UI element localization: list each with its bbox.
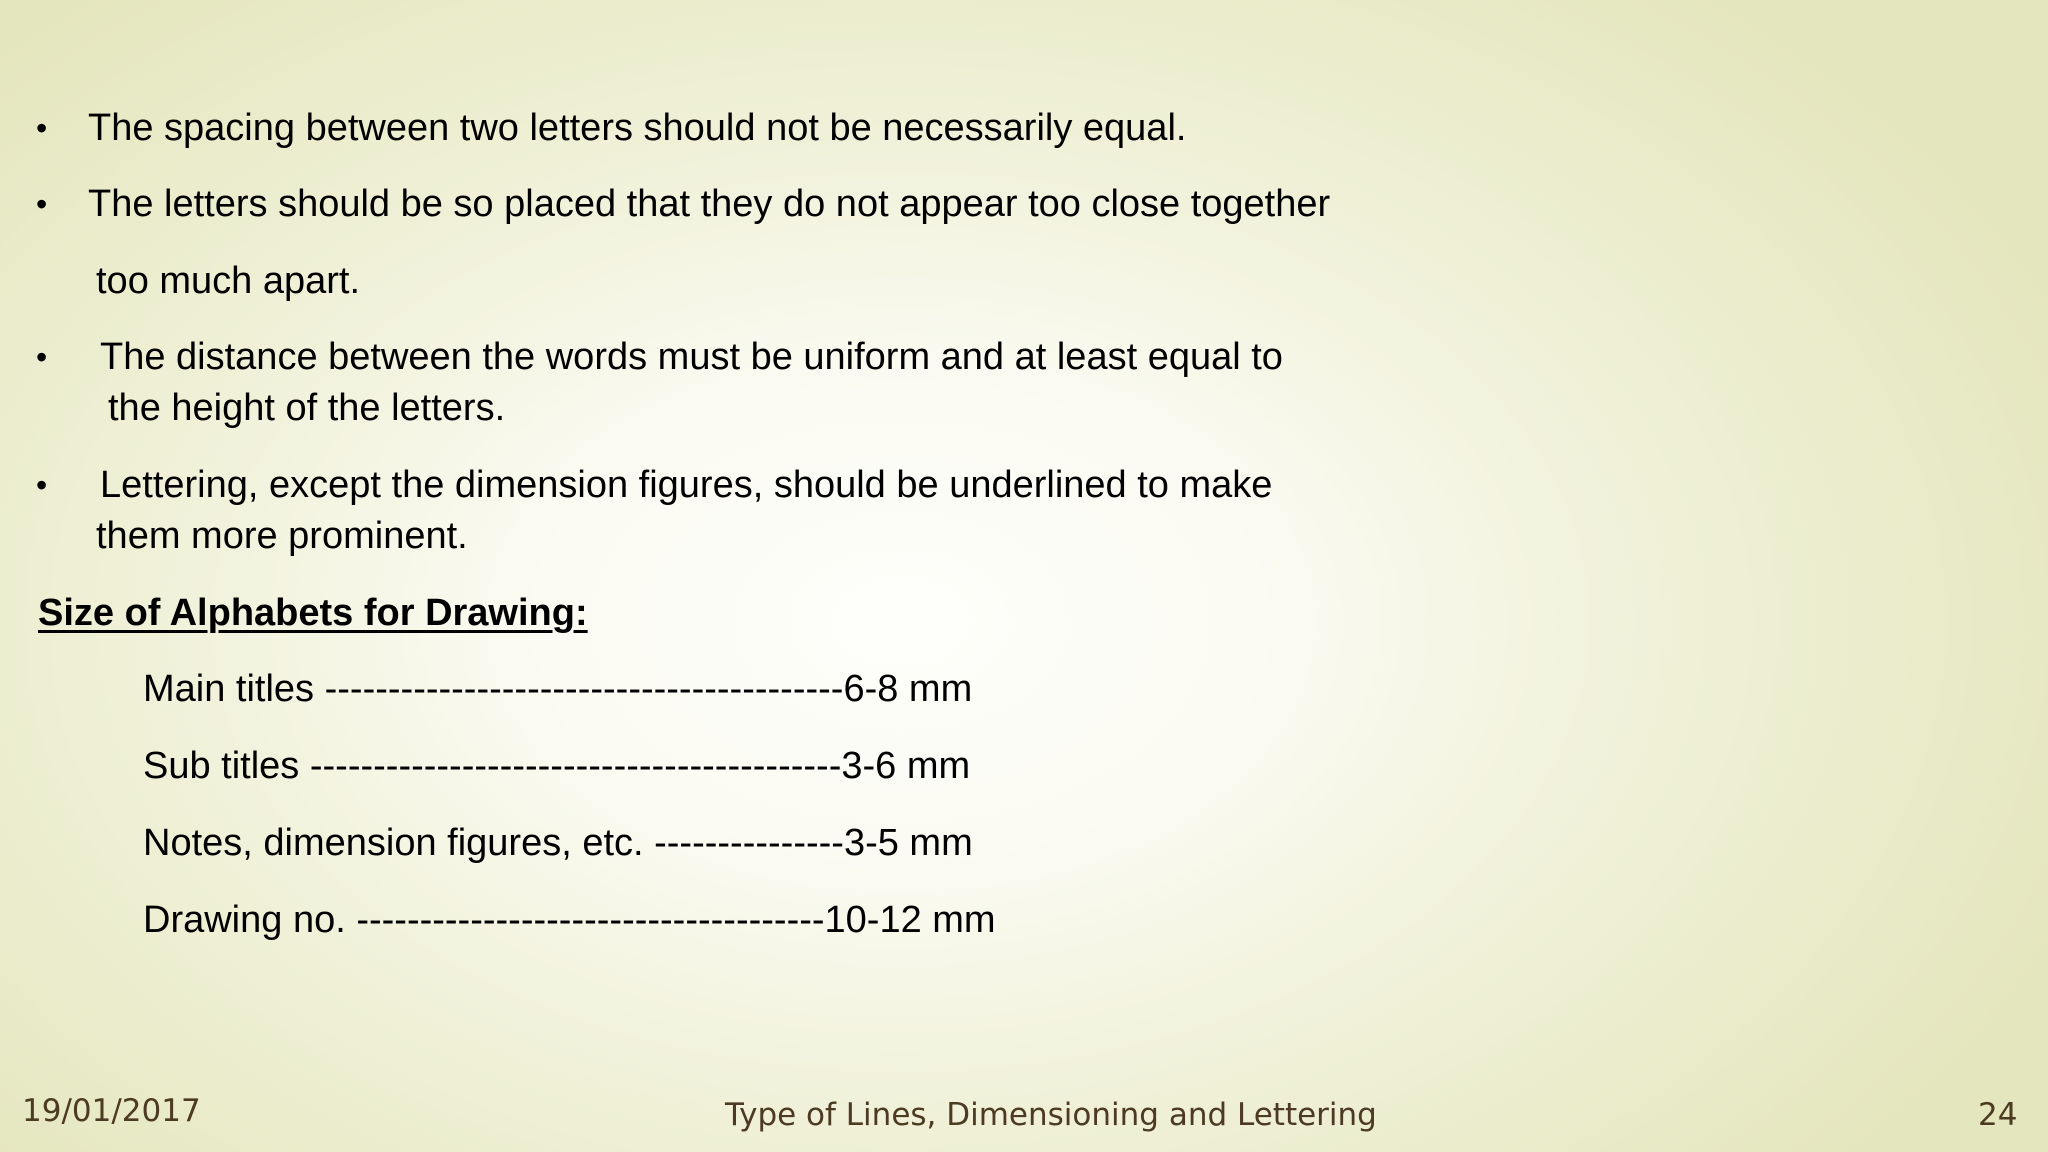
bullet-text: The letters should be so placed that they do not appear too close together	[88, 183, 1331, 225]
bullet-text-continuation: too much apart.	[96, 260, 361, 302]
size-row-notes: Notes, dimension figures, etc. ---------------3-5 mm	[143, 822, 973, 864]
footer-date: 19/01/2017	[22, 1093, 201, 1129]
size-row-sub-titles: Sub titles ------------------------------------------3-6 mm	[143, 745, 971, 787]
bullet-marker: •	[36, 186, 48, 222]
size-row-drawing-no: Drawing no. -------------------------------------10-12 mm	[143, 899, 996, 941]
bullet-text-continuation: the height of the letters.	[108, 387, 506, 429]
bullet-text-continuation: them more prominent.	[96, 515, 468, 557]
section-heading: Size of Alphabets for Drawing:	[38, 592, 588, 634]
bullet-text: The spacing between two letters should not be necessarily equal.	[88, 107, 1187, 149]
bullet-marker: •	[36, 110, 48, 146]
size-row-main-titles: Main titles -----------------------------------------6-8 mm	[143, 668, 973, 710]
bullet-marker: •	[36, 339, 48, 375]
bullet-text: Lettering, except the dimension figures, should be underlined to make	[100, 464, 1273, 506]
footer-title: Type of Lines, Dimensioning and Lettering	[725, 1097, 1377, 1133]
bullet-text: The distance between the words must be uniform and at least equal to	[100, 336, 1283, 378]
bullet-marker: •	[36, 467, 48, 503]
footer-page-number: 24	[1978, 1097, 2018, 1133]
